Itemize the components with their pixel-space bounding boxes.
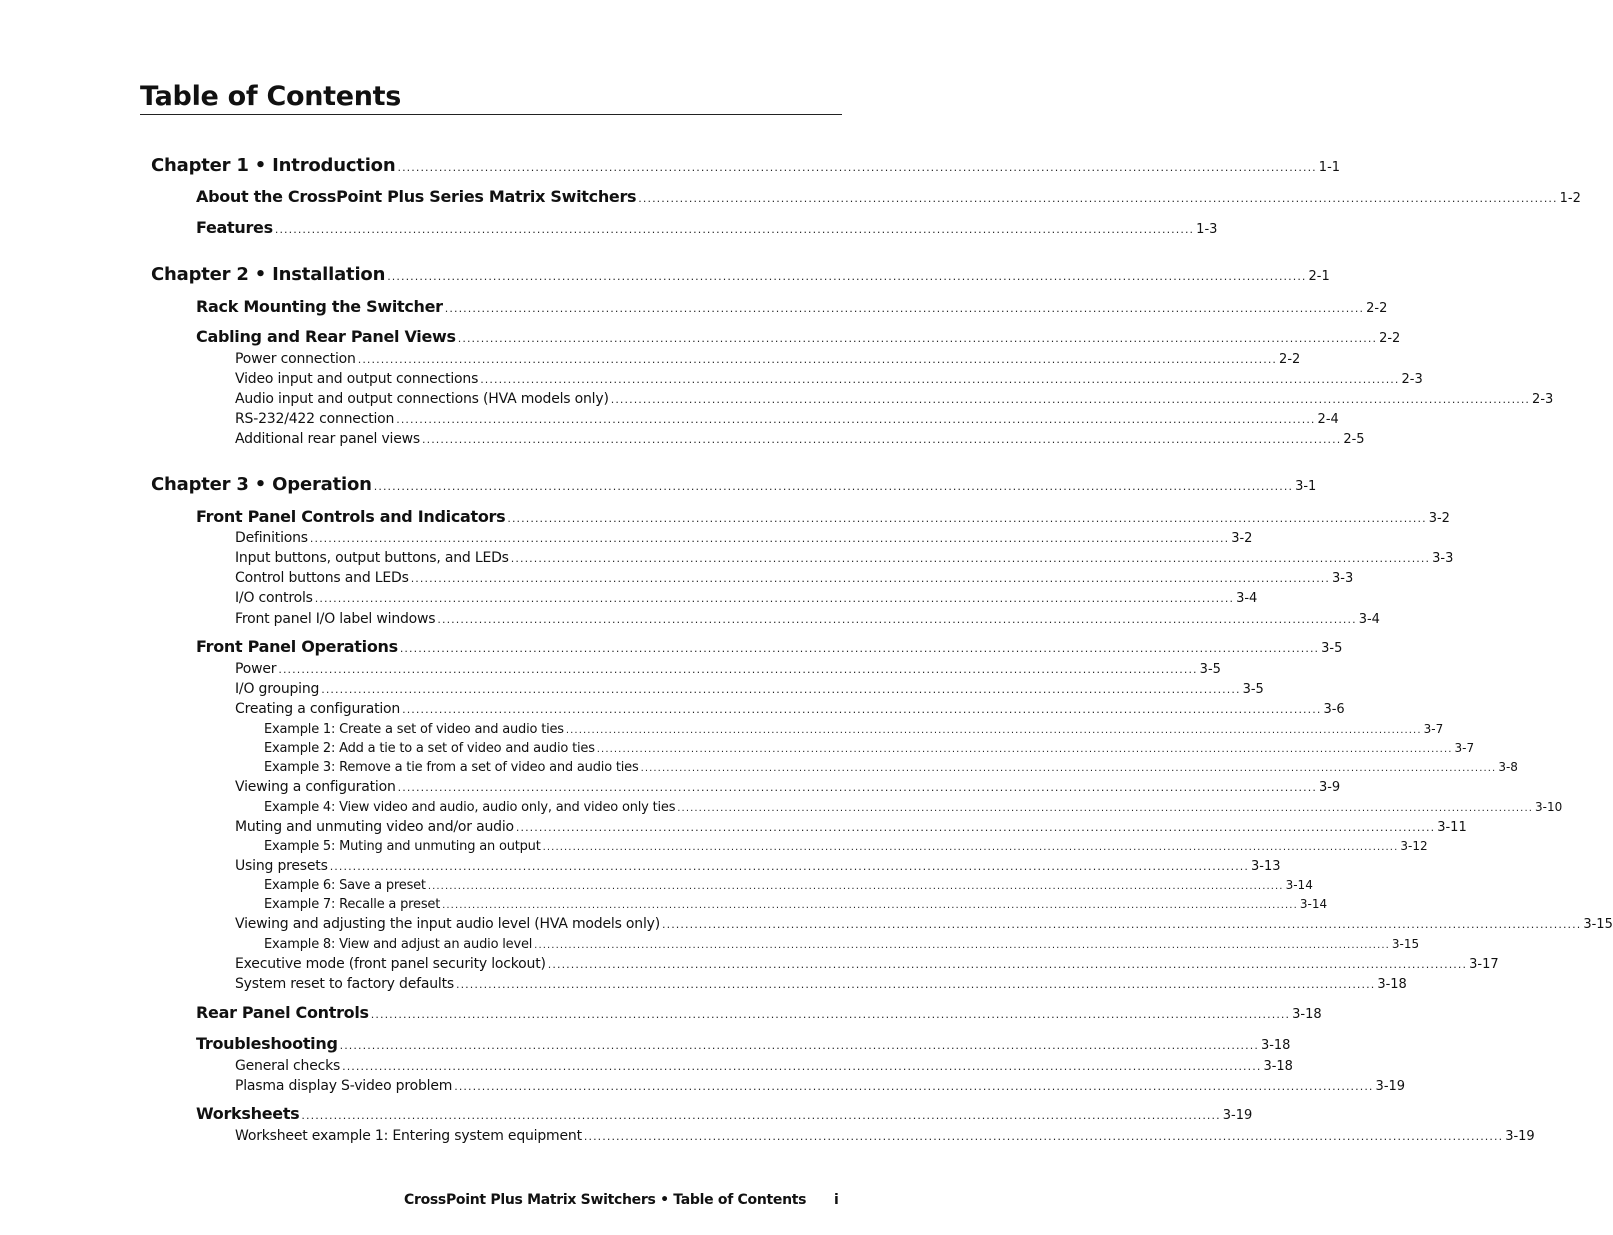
dot-leader: ........................................................................................................................................................................................................	[410, 572, 1331, 585]
toc-entry-page-number: 3-2	[1428, 511, 1450, 526]
toc-entry-section[interactable]	[196, 1002, 1322, 1024]
toc-entry-page-number: 3-19	[1222, 1108, 1253, 1123]
toc-entry-page-number: 2-2	[1366, 301, 1388, 316]
toc-entry-page-number: 1-1	[1318, 160, 1341, 175]
dot-leader: ........................................................................................................................................................................................................	[638, 192, 1558, 205]
dot-leader: ........................................................................................................................................................................................................	[662, 918, 1582, 931]
dot-leader: ........................................................................................................................................................................................................	[309, 532, 1230, 545]
toc-entry-subsection[interactable]	[235, 587, 1258, 609]
toc-entry-page-number: 2-2	[1379, 331, 1401, 346]
toc-entry-page-number: 2-2	[1279, 352, 1301, 367]
toc-entry-label: Front Panel Operations	[196, 637, 398, 656]
toc-entry-label: Power	[235, 661, 277, 677]
toc-entry-page-number: 3-18	[1292, 1007, 1322, 1022]
toc-entry-label: General checks	[235, 1058, 341, 1074]
toc-entry-label: Front panel I/O label windows	[235, 611, 436, 627]
toc-entry-subsection[interactable]	[235, 953, 1499, 975]
dot-leader: ........................................................................................................................................................................................................	[373, 480, 1294, 493]
toc-entry-subsection[interactable]	[235, 913, 1613, 935]
toc-entry-section[interactable]	[196, 636, 1343, 658]
dot-leader: ........................................................................................................................................................................................................	[342, 1060, 1262, 1073]
toc-entry-section[interactable]	[196, 1033, 1291, 1055]
toc-entry-chapter[interactable]	[151, 155, 1341, 177]
toc-entry-page-number: 2-4	[1317, 412, 1339, 427]
toc-entry-label: Additional rear panel views	[235, 431, 421, 447]
toc-entry-section[interactable]	[196, 1103, 1253, 1125]
dot-leader: ........................................................................................................................................................................................................	[422, 433, 1342, 446]
dot-leader: ........................................................................................................................................................................................................	[321, 683, 1241, 696]
toc-entry-page-number: 3-7	[1454, 741, 1475, 755]
dot-leader: ........................................................................................................................................................................................................	[397, 781, 1317, 794]
toc-entry-label: Example 6: Save a preset	[264, 878, 426, 893]
toc-entry-subsection[interactable]	[235, 428, 1365, 450]
toc-entry-page-number: 2-5	[1343, 432, 1365, 447]
toc-entry-label: Plasma display S-video problem	[235, 1078, 453, 1094]
toc-entry-label: Cabling and Rear Panel Views	[196, 327, 456, 346]
toc-entry-page-number: 3-18	[1260, 1038, 1291, 1053]
toc-entry-page-number: 3-5	[1242, 682, 1264, 697]
toc-entry-label: Example 7: Recalle a preset	[264, 897, 441, 912]
toc-entry-section[interactable]	[196, 296, 1388, 318]
toc-entry-section[interactable]	[196, 326, 1401, 348]
toc-entry-page-number: 2-1	[1308, 269, 1330, 284]
toc-entry-example[interactable]	[264, 933, 1420, 955]
toc-entry-subsection[interactable]	[235, 1075, 1406, 1097]
toc-entry-page-number: 3-19	[1505, 1129, 1535, 1144]
toc-entry-page-number: 2-3	[1532, 392, 1554, 407]
toc-entry-page-number: 3-12	[1400, 839, 1428, 853]
toc-entry-label: Worksheets	[196, 1104, 300, 1123]
toc-entry-page-number: 3-10	[1535, 800, 1563, 814]
toc-entry-section[interactable]	[196, 506, 1450, 528]
toc-entry-label: Audio input and output connections (HVA models only)	[235, 391, 609, 407]
toc-entry-label: Example 1: Create a set of video and audio ties	[264, 722, 564, 737]
toc-entry-section[interactable]	[196, 186, 1581, 208]
toc-entry-subsection[interactable]	[235, 678, 1264, 700]
toc-entry-label: Input buttons, output buttons, and LEDs	[235, 550, 509, 566]
dot-leader: ........................................................................................................................................................................................................	[457, 332, 1378, 345]
toc-entry-label: System reset to factory defaults	[235, 976, 454, 992]
toc-entry-label: Chapter 3 • Operation	[151, 474, 372, 495]
toc-entry-subsection[interactable]	[235, 527, 1253, 549]
page-title: Table of Contents	[140, 81, 402, 112]
toc-entry-page-number: 3-15	[1391, 937, 1420, 951]
toc-entry-page-number: 3-17	[1469, 957, 1499, 972]
toc-entry-subsection[interactable]	[235, 368, 1423, 390]
dot-leader: ........................................................................................................................................................................................................	[399, 642, 1320, 655]
dot-leader: ........................................................................................................................................................................................................	[510, 552, 1431, 565]
dot-leader: ........................................................................................................................................................................................................	[301, 1109, 1221, 1122]
toc-entry-label: Power connection	[235, 351, 356, 367]
dot-leader: ........................................................................................................................................................................................................	[357, 353, 1278, 366]
dot-leader: ........................................................................................................................................................................................................	[427, 881, 1284, 892]
toc-entry-label: Example 4: View video and audio, audio only, and video only ties	[264, 800, 676, 815]
dot-leader: ........................................................................................................................................................................................................	[610, 393, 1531, 406]
toc-entry-label: Control buttons and LEDs	[235, 570, 409, 586]
toc-entry-label: Features	[196, 218, 273, 237]
dot-leader: ........................................................................................................................................................................................................	[278, 663, 1198, 676]
dot-leader: ........................................................................................................................................................................................................	[402, 703, 1322, 716]
toc-entry-subsection[interactable]	[235, 348, 1301, 370]
toc-entry-example[interactable]	[264, 796, 1563, 818]
dot-leader: ........................................................................................................................................................................................................	[515, 821, 1436, 834]
toc-entry-page-number: 3-6	[1323, 702, 1345, 717]
toc-entry-label: Rack Mounting the Switcher	[196, 297, 443, 316]
toc-entry-example[interactable]	[264, 835, 1428, 857]
toc-entry-page-number: 3-9	[1318, 780, 1341, 795]
toc-entry-label: Example 2: Add a tie to a set of video and audio ties	[264, 741, 595, 756]
dot-leader: ........................................................................................................................................................................................................	[547, 958, 1468, 971]
dot-leader: ........................................................................................................................................................................................................	[455, 978, 1376, 991]
dot-leader: ........................................................................................................................................................................................................	[596, 744, 1453, 755]
dot-leader: ........................................................................................................................................................................................................	[542, 842, 1399, 853]
toc-entry-label: RS-232/422 connection	[235, 411, 395, 427]
toc-entry-label: Example 5: Muting and unmuting an output	[264, 839, 541, 854]
toc-entry-subsection[interactable]	[235, 567, 1354, 589]
dot-leader: ........................................................................................................................................................................................................	[387, 270, 1307, 283]
toc-entry-page-number: 1-3	[1196, 222, 1218, 237]
toc-entry-page-number: 3-18	[1377, 977, 1407, 992]
dot-leader: ........................................................................................................................................................................................................	[396, 413, 1316, 426]
toc-entry-label: Viewing and adjusting the input audio level (HVA models only)	[235, 916, 661, 932]
toc-entry-page-number: 3-18	[1263, 1059, 1293, 1074]
toc-entry-page-number: 3-15	[1583, 917, 1613, 932]
toc-entry-page-number: 3-14	[1285, 878, 1313, 892]
toc-entry-chapter[interactable]	[151, 474, 1317, 496]
toc-entry-page-number: 3-3	[1432, 551, 1454, 566]
toc-entry-page-number: 2-3	[1401, 372, 1423, 387]
toc-entry-subsection[interactable]	[235, 608, 1380, 630]
toc-entry-subsection[interactable]	[235, 1125, 1535, 1147]
dot-leader: ........................................................................................................................................................................................................	[442, 900, 1298, 911]
toc-entry-subsection[interactable]	[235, 1055, 1293, 1077]
toc-entry-subsection[interactable]	[235, 698, 1345, 720]
dot-leader: ........................................................................................................................................................................................................	[565, 725, 1422, 736]
toc-entry-label: Rear Panel Controls	[196, 1003, 369, 1022]
toc-entry-label: Troubleshooting	[196, 1034, 338, 1053]
toc-entry-label: Example 8: View and adjust an audio level	[264, 937, 533, 952]
toc-entry-page-number: 3-19	[1375, 1079, 1406, 1094]
toc-entry-label: Front Panel Controls and Indicators	[196, 507, 506, 526]
toc-entry-page-number: 3-3	[1332, 571, 1354, 586]
toc-entry-page-number: 3-7	[1423, 722, 1444, 736]
toc-entry-label: Creating a configuration	[235, 701, 401, 717]
dot-leader: ........................................................................................................................................................................................................	[274, 223, 1195, 236]
toc-entry-page-number: 3-4	[1358, 612, 1380, 627]
toc-entry-label: Executive mode (front panel security lockout)	[235, 956, 546, 972]
dot-leader: ........................................................................................................................................................................................................	[640, 763, 1497, 774]
dot-leader: ........................................................................................................................................................................................................	[454, 1080, 1374, 1093]
dot-leader: ........................................................................................................................................................................................................	[534, 940, 1390, 951]
toc-entry-subsection[interactable]	[235, 973, 1407, 995]
dot-leader: ........................................................................................................................................................................................................	[339, 1039, 1259, 1052]
dot-leader: ........................................................................................................................................................................................................	[507, 512, 1427, 525]
toc-entry-label: Chapter 1 • Introduction	[151, 155, 396, 176]
toc-entry-page-number: 3-4	[1236, 591, 1258, 606]
dot-leader: ........................................................................................................................................................................................................	[583, 1130, 1504, 1143]
toc-entry-page-number: 3-8	[1498, 760, 1518, 774]
dot-leader: ........................................................................................................................................................................................................	[397, 161, 1317, 174]
dot-leader: ........................................................................................................................................................................................................	[677, 803, 1534, 814]
dot-leader: ........................................................................................................................................................................................................	[480, 373, 1400, 386]
toc-entry-label: Definitions	[235, 530, 308, 546]
toc-entry-subsection[interactable]	[235, 388, 1554, 410]
toc-entry-label: Example 3: Remove a tie from a set of video and audio ties	[264, 760, 639, 775]
toc-entry-page-number: 1-2	[1559, 191, 1581, 206]
title-rule	[140, 114, 842, 115]
toc-entry-label: Using presets	[235, 858, 328, 874]
toc-entry-page-number: 3-1	[1295, 479, 1317, 494]
toc-entry-page-number: 3-11	[1437, 820, 1467, 835]
toc-entry-example[interactable]	[264, 756, 1518, 778]
toc-entry-page-number: 3-13	[1251, 859, 1281, 874]
toc-entry-label: Chapter 2 • Installation	[151, 264, 386, 285]
toc-entry-page-number: 3-2	[1231, 531, 1253, 546]
footer-title: CrossPoint Plus Matrix Switchers • Table of Contents	[404, 1192, 807, 1208]
toc-entry-label: About the CrossPoint Plus Series Matrix Switchers	[196, 187, 637, 206]
toc-entry-label: Muting and unmuting video and/or audio	[235, 819, 514, 835]
toc-entry-page-number: 3-14	[1299, 897, 1328, 911]
dot-leader: ........................................................................................................................................................................................................	[437, 613, 1357, 626]
toc-entry-label: Worksheet example 1: Entering system equipment	[235, 1128, 582, 1144]
toc-entry-label: Video input and output connections	[235, 371, 479, 387]
toc-entry-subsection[interactable]	[235, 658, 1221, 680]
dot-leader: ........................................................................................................................................................................................................	[314, 592, 1235, 605]
toc-entry-label: Viewing a configuration	[235, 779, 396, 795]
toc-entry-label: I/O controls	[235, 590, 313, 606]
toc-entry-example[interactable]	[264, 893, 1328, 915]
toc-entry-page-number: 3-5	[1321, 641, 1343, 656]
toc-entry-page-number: 3-5	[1199, 662, 1221, 677]
toc-entry-label: I/O grouping	[235, 681, 320, 697]
dot-leader: ........................................................................................................................................................................................................	[329, 860, 1250, 873]
footer-page-number: i	[834, 1192, 839, 1208]
toc-entry-section[interactable]	[196, 217, 1218, 239]
toc-entry-chapter[interactable]	[151, 264, 1330, 286]
toc-entry-subsection[interactable]	[235, 547, 1454, 569]
dot-leader: ........................................................................................................................................................................................................	[370, 1008, 1291, 1021]
toc-entry-subsection[interactable]	[235, 408, 1339, 430]
toc-entry-subsection[interactable]	[235, 776, 1341, 798]
dot-leader: ........................................................................................................................................................................................................	[444, 302, 1365, 315]
